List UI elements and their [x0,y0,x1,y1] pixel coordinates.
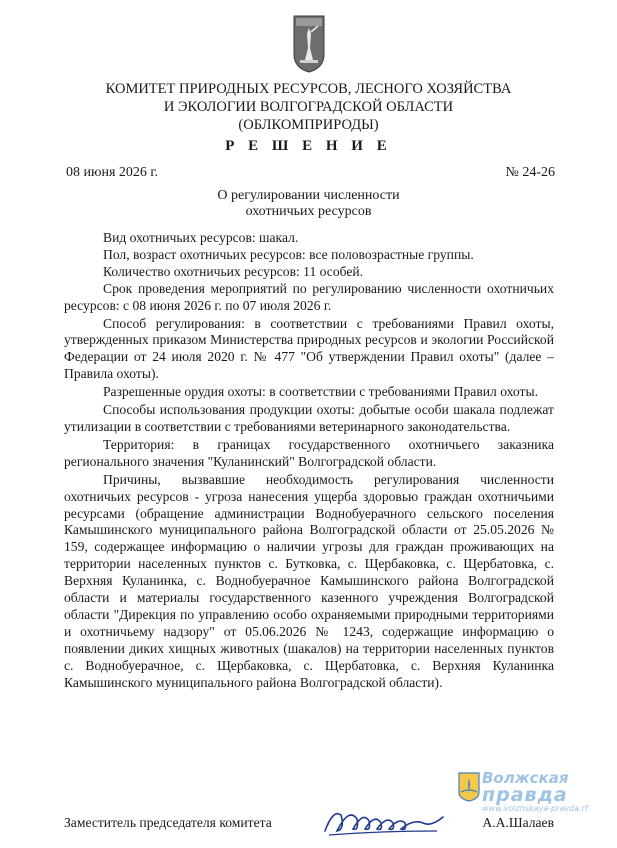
newspaper-watermark [458,770,612,830]
paragraph-method: Способ регулирования: в соответствии с требованиями Правил охоты, утвержденных приказом Министерства природных ресурсов и экологии Российской Федерации от 24 июля 2020 г. № 477 "Об утверждении Правил охоты" (далее – Правила охоты). [64,315,554,382]
org-line-1: КОМИТЕТ ПРИРОДНЫХ РЕСУРСОВ, ЛЕСНОГО ХОЗЯЙСТВА [105,81,512,97]
document-type-heading: Р Е Ш Е Н И Е [225,138,392,154]
signatory-name: А.А.Шалаев [482,815,554,830]
watermark-url: www.volzhskaya-pravda.rf [482,804,588,813]
watermark-text [482,770,612,814]
document-body [64,230,554,692]
handwritten-signature [319,801,449,841]
paragraph-period: Срок проведения мероприятий по регулированию численности охотничьих ресурсов: с 08 июня 2026 г. по 07 июля 2026 г. [64,280,554,313]
organization-header [0,80,617,134]
paragraph-reasons: Причины, вызвавшие необходимость регулирования численности охотничьих ресурсов - угроза нанесения ущерба здоровью граждан охотничьими ресурсами (обращение администрации Воднобуерачного сельского поселения Камышинского муниципального района Волгоградской области от 25.05.2026 № 159, содержащее информацию о наличии угрозы для граждан проживающих на территории населенных пунктов с. Бутковка, с. Щербаковка, с. Щербатовка, с. Верхняя Куланинка, с. Воднобуерачное Камышинского района Волгоградской области и материалы государственного казенного учреждения Волгоградской области "Дирекция по управлению особо охраняемыми природными территориями и охотничьему надзору" от 05.06.2026 № 1243, содержащие информацию о появлении диких хищных животных (шакалов) на территории населенных пунктов с. Воднобуерачное, с. Щербаковка, с. Щербатовка, с. Верхняя Куланинка Камышинского муниципального района Волгоградской области). [64,471,554,690]
paragraph-product-use: Способы использования продукции охоты: добытые особи шакала подлежат утилизации в соответствии с требованиями ветеринарного законодательства. [64,402,554,434]
paragraph-quantity: Количество охотничьих ресурсов: 11 особей. [103,263,364,279]
watermark-line-2: правда [482,784,568,806]
coat-of-arms-icon [292,14,326,74]
subject-line-1: О регулировании численности [217,188,400,203]
newspaper-logo-icon [458,772,480,802]
paragraph-sex-age: Пол, возраст охотничьих ресурсов: все половозрастные группы. [103,246,474,262]
org-line-2: И ЭКОЛОГИИ ВОЛГОГРАДСКОЙ ОБЛАСТИ [163,99,454,115]
signatory-title: Заместитель председателя комитета [64,815,272,830]
paragraph-species: Вид охотничьих ресурсов: шакал. [103,230,299,245]
document-date: 08 июня 2026 г. [66,165,159,180]
subject-line-2: охотничьих ресурсов [245,204,372,219]
document-number: № 24-26 [505,165,555,180]
paragraph-tools: Разрешенные орудия охоты: в соответствии с требованиями Правил охоты. [103,384,539,400]
document-subject [0,188,617,220]
paragraph-territory: Территория: в границах государственного охотничьего заказника регионального значения "Куланинский" Волгоградской области. [64,436,554,469]
watermark-line-1: Волжская [482,769,569,787]
org-line-3: (ОБЛКОМПРИРОДЫ) [238,117,379,133]
